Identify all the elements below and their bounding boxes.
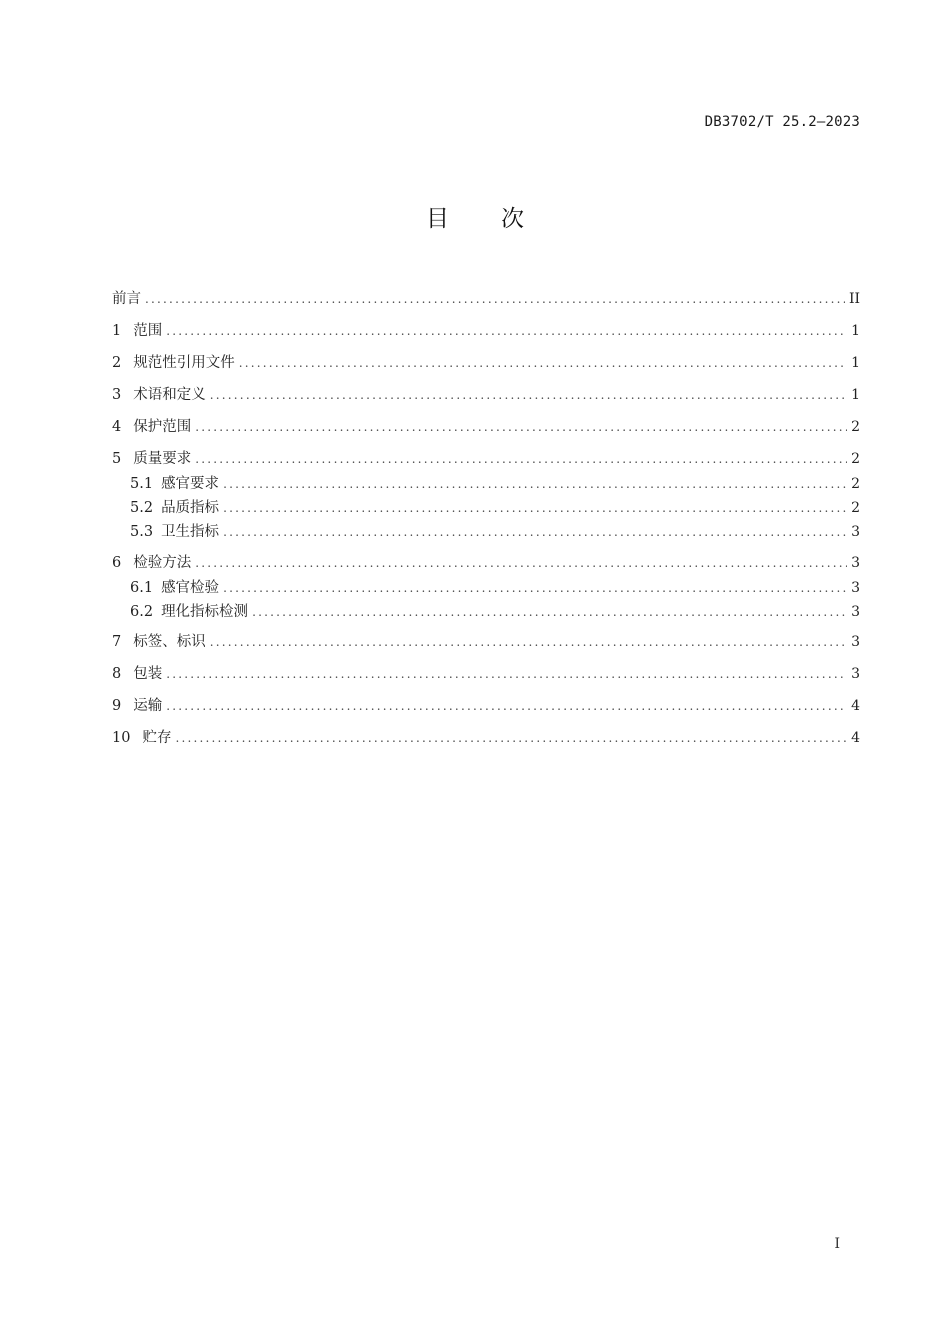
toc-entry-label: 感官要求	[161, 476, 220, 492]
toc-entry-page: 2	[851, 451, 860, 467]
toc-entry-page: 3	[851, 580, 860, 596]
toc-entry-number: 1	[112, 323, 122, 339]
toc-entry-scope[interactable]	[112, 321, 860, 341]
toc-entry-number: 6.1	[130, 580, 154, 596]
toc-entry-label: 保护范围	[133, 419, 192, 435]
toc-entry-number: 6	[112, 555, 122, 571]
toc-entry-sensory-requirements[interactable]	[130, 474, 860, 494]
toc-entry-page: 3	[851, 604, 860, 620]
toc-leader-dots	[210, 385, 847, 405]
toc-entry-page: 2	[851, 476, 860, 492]
toc-entry-physicochemical-testing[interactable]	[130, 602, 860, 622]
toc-entry-label: 感官检验	[161, 580, 220, 596]
toc-entry-page: 1	[851, 355, 860, 371]
toc-leader-dots	[239, 353, 847, 373]
toc-entry-page: 1	[851, 387, 860, 403]
toc-entry-page: 4	[851, 698, 860, 714]
toc-entry-page: 4	[851, 730, 860, 746]
toc-leader-dots	[210, 632, 847, 652]
toc-entry-number: 9	[112, 698, 122, 714]
toc-leader-dots	[195, 449, 847, 469]
toc-entry-labeling[interactable]	[112, 632, 860, 652]
toc-entry-label: 包装	[133, 666, 163, 682]
toc-entry-label: 理化指标检测	[161, 604, 249, 620]
toc-entry-page: 2	[851, 500, 860, 516]
toc-leader-dots	[195, 553, 847, 573]
toc-entry-number: 10	[112, 730, 131, 746]
toc-entry-page: 2	[851, 419, 860, 435]
toc-entry-number: 5.3	[130, 524, 154, 540]
toc-leader-dots	[166, 321, 847, 341]
toc-entry-number: 2	[112, 355, 122, 371]
toc-entry-label: 检验方法	[133, 555, 192, 571]
toc-entry-page: 3	[851, 666, 860, 682]
toc-leader-dots	[223, 578, 847, 598]
toc-leader-dots	[166, 696, 847, 716]
toc-leader-dots	[166, 664, 847, 684]
toc-entry-normative-references[interactable]	[112, 353, 860, 373]
toc-entry-sensory-inspection[interactable]	[130, 578, 860, 598]
toc-entry-number: 4	[112, 419, 122, 435]
toc-entry-label: 品质指标	[161, 500, 220, 516]
toc-entry-number: 5.1	[130, 476, 154, 492]
toc-entry-number: 5.2	[130, 500, 154, 516]
toc-entry-number: 8	[112, 666, 122, 682]
toc-entry-number: 6.2	[130, 604, 154, 620]
toc-entry-packaging[interactable]	[112, 664, 860, 684]
toc-entry-page: II	[848, 291, 860, 307]
toc-leader-dots	[175, 728, 847, 748]
toc-entry-label: 运输	[133, 698, 163, 714]
toc-entry-label: 卫生指标	[161, 524, 220, 540]
toc-entry-terms-definitions[interactable]	[112, 385, 860, 405]
toc-entry-number: 5	[112, 451, 122, 467]
toc-entry-quality-indicators[interactable]	[130, 498, 860, 518]
toc-leader-dots	[223, 498, 847, 518]
toc-entry-number: 3	[112, 387, 122, 403]
toc-entry-label: 贮存	[142, 730, 172, 746]
toc-entry-foreword[interactable]	[112, 289, 860, 309]
toc-entry-page: 3	[851, 524, 860, 540]
toc-entry-label: 规范性引用文件	[133, 355, 235, 371]
toc-entry-storage[interactable]	[112, 728, 860, 748]
toc-entry-hygiene-indicators[interactable]	[130, 522, 860, 542]
toc-entry-transport[interactable]	[112, 696, 860, 716]
toc-entry-page: 3	[851, 555, 860, 571]
toc-leader-dots	[195, 417, 847, 437]
page-number: I	[834, 1236, 840, 1252]
toc-entry-page: 3	[851, 634, 860, 650]
page-title: 目次	[426, 206, 576, 232]
toc-entry-label: 范围	[133, 323, 163, 339]
toc-entry-label: 术语和定义	[133, 387, 206, 403]
toc-entry-label: 前言	[112, 291, 141, 307]
toc-entry-inspection-methods[interactable]	[112, 553, 860, 573]
toc-leader-dots	[223, 474, 847, 494]
toc-leader-dots	[252, 602, 847, 622]
toc-leader-dots	[223, 522, 847, 542]
toc-leader-dots	[145, 289, 845, 309]
toc-entry-page: 1	[851, 323, 860, 339]
toc-entry-quality-requirements[interactable]	[112, 449, 860, 469]
toc-entry-protection-scope[interactable]	[112, 417, 860, 437]
toc-entry-number: 7	[112, 634, 122, 650]
toc-entry-label: 质量要求	[133, 451, 192, 467]
document-code: DB3702/T 25.2—2023	[704, 114, 860, 130]
toc-entry-label: 标签、标识	[133, 634, 206, 650]
